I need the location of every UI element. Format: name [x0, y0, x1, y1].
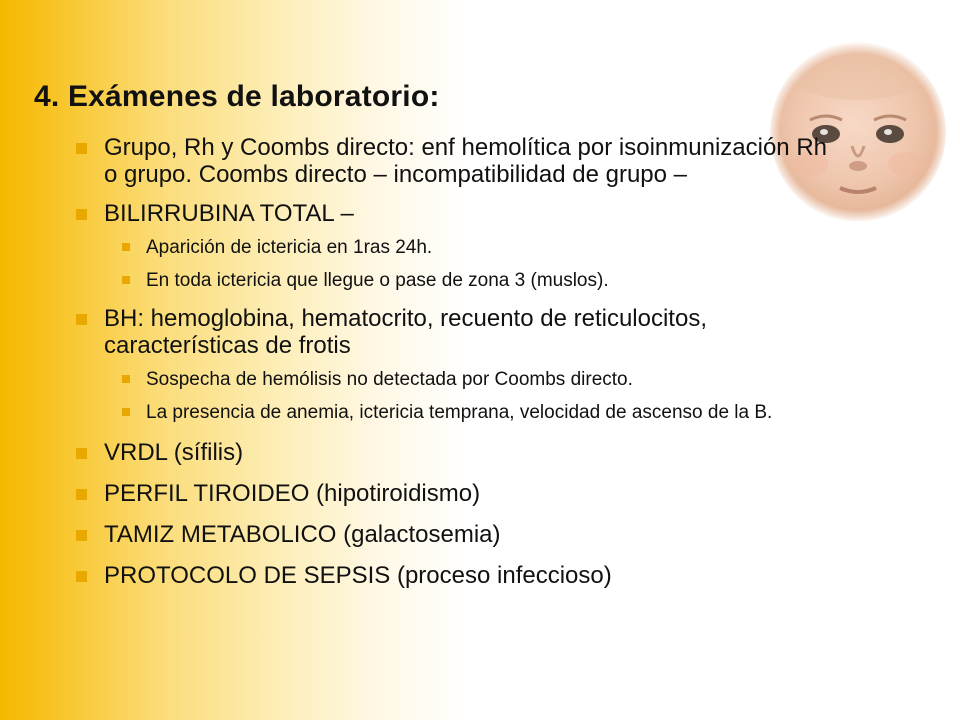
sub-list-item — [118, 235, 842, 260]
square-bullet-icon — [122, 375, 130, 383]
square-bullet-icon — [76, 209, 87, 220]
list-item — [72, 439, 842, 466]
sub-list-item-text: La presencia de anemia, ictericia temprana, velocidad de ascenso de la B. — [146, 402, 773, 423]
bullet-list — [72, 134, 842, 589]
square-bullet-icon — [76, 448, 87, 459]
list-item-text: Grupo, Rh y Coombs directo: enf hemolítica por isoinmunización Rh o grupo. Coombs directo – incompatibilidad de grupo – — [104, 134, 827, 188]
list-item — [72, 134, 842, 188]
sub-list-item-text: Sospecha de hemólisis no detectada por Coombs directo. — [146, 369, 633, 390]
square-bullet-icon — [122, 276, 130, 284]
sub-list-item — [118, 367, 842, 392]
list-item-text: PROTOCOLO DE SEPSIS (proceso infeccioso) — [104, 562, 612, 589]
list-item-text: PERFIL TIROIDEO (hipotiroidismo) — [104, 480, 481, 507]
square-bullet-icon — [76, 489, 87, 500]
list-item-text: TAMIZ METABOLICO (galactosemia) — [104, 521, 501, 548]
square-bullet-icon — [76, 143, 87, 154]
list-item — [72, 562, 842, 589]
list-item — [72, 480, 842, 507]
slide-title: 4. Exámenes de laboratorio: — [34, 80, 440, 113]
list-item-text: BILIRRUBINA TOTAL – — [104, 200, 354, 227]
list-item — [72, 200, 842, 227]
list-item-text: BH: hemoglobina, hematocrito, recuento de reticulocitos, características de frotis — [104, 305, 707, 359]
square-bullet-icon — [122, 408, 130, 416]
list-item — [72, 305, 842, 359]
square-bullet-icon — [76, 530, 87, 541]
square-bullet-icon — [122, 243, 130, 251]
sub-list-item — [118, 400, 842, 425]
sub-list-item-text: En toda ictericia que llegue o pase de zona 3 (muslos). — [146, 270, 609, 291]
square-bullet-icon — [76, 571, 87, 582]
list-item-text: VRDL (sífilis) — [104, 439, 244, 466]
square-bullet-icon — [76, 314, 87, 325]
sub-list-item-text: Aparición de ictericia en 1ras 24h. — [146, 237, 433, 258]
sub-list-item — [118, 268, 842, 293]
list-item — [72, 521, 842, 548]
